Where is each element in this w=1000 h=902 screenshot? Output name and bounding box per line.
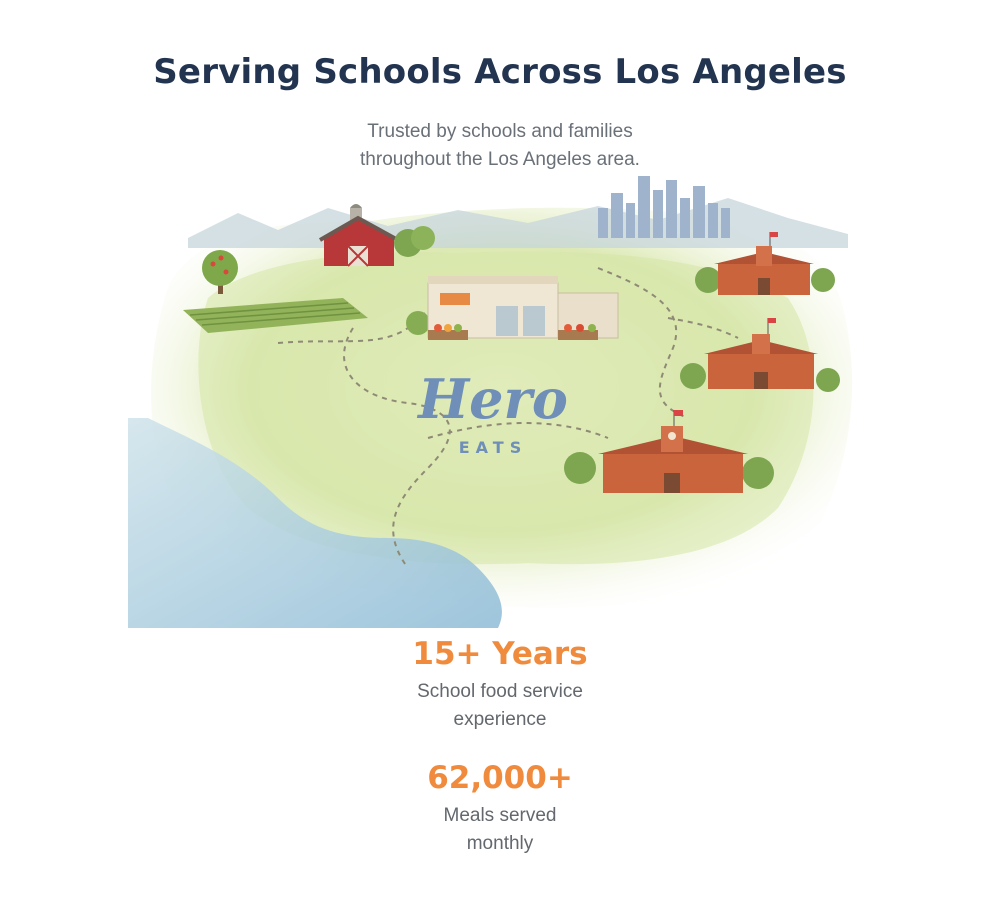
stat-meals-label [0, 802, 1000, 858]
stat-meals-label-line-2: monthly [466, 833, 534, 854]
stat-years-label-line-2: experience [453, 709, 547, 730]
mountains [188, 198, 848, 248]
section-title: Serving Schools Across Los Angeles [153, 52, 847, 92]
watercolor-map [128, 168, 868, 628]
stat-meals-label-line-1: Meals served [443, 805, 557, 826]
subtitle-line-2: throughout the Los Angeles area. [360, 149, 640, 170]
stat-years-label-line-1: School food service [417, 681, 583, 702]
stat-years-label [0, 678, 1000, 734]
logo-hero-text: Hero [418, 367, 568, 431]
subtitle-line-1: Trusted by schools and families [367, 121, 633, 142]
section-subtitle [0, 118, 1000, 174]
stat-meals-value: 62,000+ [427, 760, 573, 796]
stat-years-value: 15+ Years [412, 636, 588, 672]
service-area-map-illustration [128, 168, 868, 628]
logo-eats-text: EATS [458, 438, 528, 457]
